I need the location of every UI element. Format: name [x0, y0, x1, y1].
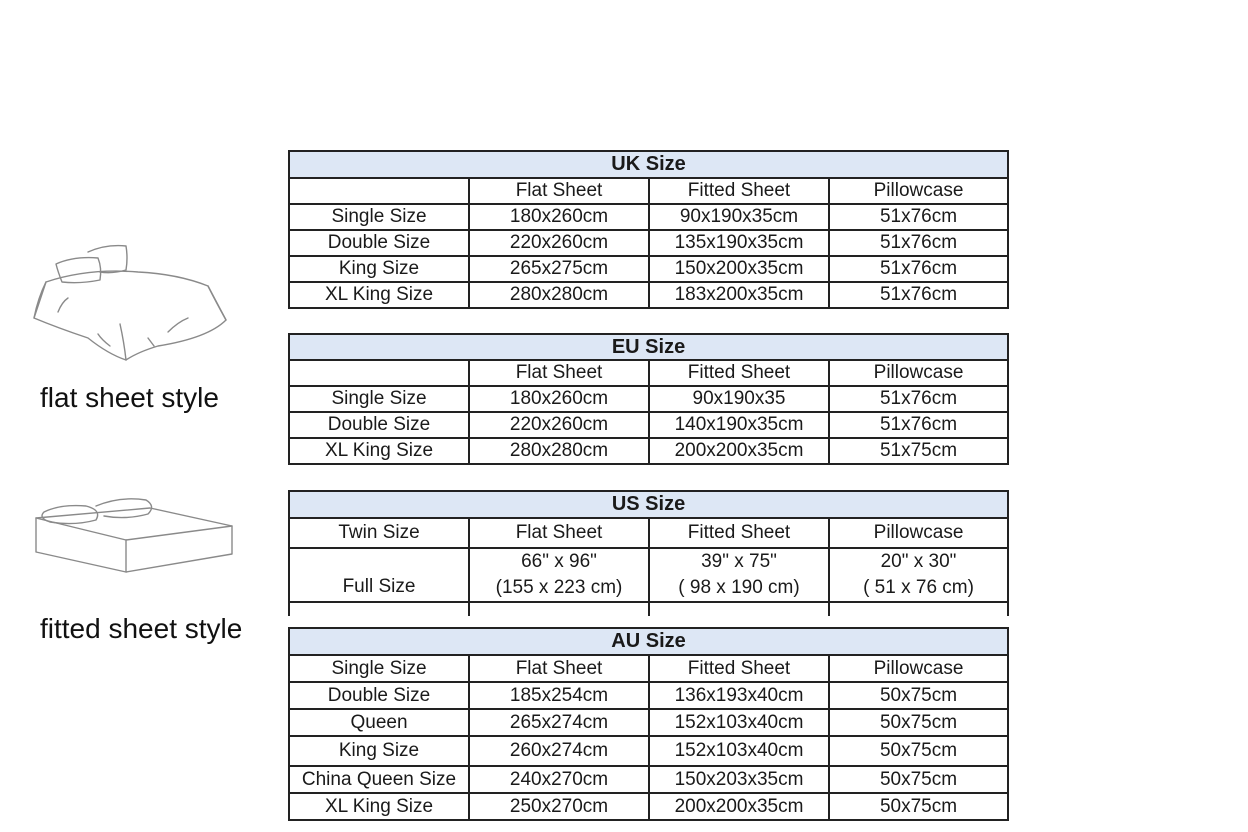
au-size-table [288, 627, 1009, 821]
table-cell: 51x76cm [829, 230, 1008, 256]
table-cell: 90x190x35 [649, 386, 829, 412]
table-row [289, 282, 1008, 308]
size-label-cell: Double Size [289, 230, 469, 256]
table-cell: 135x190x35cm [649, 230, 829, 256]
table-cell: 265x274cm [469, 709, 649, 736]
table-cell: 50x75cm [829, 736, 1008, 766]
table-cell: 280x280cm [469, 438, 649, 464]
table-header-row [289, 178, 1008, 204]
inch-value: 66" x 96" [521, 551, 597, 573]
header-cell: Flat Sheet [469, 518, 649, 548]
size-label-cell: King Size [289, 736, 469, 766]
fitted-sheet-caption: fitted sheet style [40, 613, 243, 644]
header-cell: Twin Size [289, 518, 469, 548]
table-cell: 50x75cm [829, 766, 1008, 793]
table-cell [469, 548, 649, 602]
size-label-cell: King Size [289, 256, 469, 282]
table-cell: 152x103x40cm [649, 736, 829, 766]
table-row [289, 736, 1008, 766]
eu-size-title: EU Size [289, 334, 1008, 360]
table-row [289, 793, 1008, 820]
table-cell: 50x75cm [829, 709, 1008, 736]
flat-sheet-caption: flat sheet style [40, 382, 219, 413]
table-row [289, 548, 1008, 602]
table-cell: 51x76cm [829, 204, 1008, 230]
table-cell: 136x193x40cm [649, 682, 829, 709]
table-cell: 90x190x35cm [649, 204, 829, 230]
size-label-cell: XL King Size [289, 793, 469, 820]
table-cell: 180x260cm [469, 386, 649, 412]
table-cell: 140x190x35cm [649, 412, 829, 438]
table-row [289, 709, 1008, 736]
header-cell: Flat Sheet [469, 360, 649, 386]
table-row-empty [289, 602, 1008, 616]
size-label-cell: XL King Size [289, 282, 469, 308]
size-label-cell: Double Size [289, 682, 469, 709]
table-cell: 51x76cm [829, 256, 1008, 282]
cm-value: ( 51 x 76 cm) [863, 577, 974, 598]
uk-size-title: UK Size [289, 151, 1008, 178]
table-row [289, 438, 1008, 464]
table-cell: 240x270cm [469, 766, 649, 793]
table-cell [829, 548, 1008, 602]
header-cell [289, 178, 469, 204]
us-size-table [288, 490, 1009, 616]
table-cell: 185x254cm [469, 682, 649, 709]
us-size-title: US Size [289, 491, 1008, 518]
cm-value: (155 x 223 cm) [495, 577, 623, 598]
size-label-cell: China Queen Size [289, 766, 469, 793]
header-cell: Flat Sheet [469, 178, 649, 204]
table-cell: 183x200x35cm [649, 282, 829, 308]
flat-sheet-bed-illustration [28, 242, 234, 364]
inch-value: 20" x 30" [880, 551, 957, 573]
table-cell: 50x75cm [829, 793, 1008, 820]
size-label-cell [289, 548, 469, 602]
header-cell: Single Size [289, 655, 469, 682]
table-cell: 220x260cm [469, 412, 649, 438]
table-row [289, 230, 1008, 256]
fitted-sheet-bed-illustration [30, 494, 236, 576]
au-size-title: AU Size [289, 628, 1008, 655]
size-label-cell: Single Size [289, 386, 469, 412]
empty-cell [469, 602, 649, 616]
table-cell: 200x200x35cm [649, 793, 829, 820]
table-cell: 150x203x35cm [649, 766, 829, 793]
uk-size-table [288, 150, 1009, 309]
table-row [289, 204, 1008, 230]
header-cell: Fitted Sheet [649, 178, 829, 204]
table-cell: 150x200x35cm [649, 256, 829, 282]
header-cell: Pillowcase [829, 518, 1008, 548]
table-cell: 51x76cm [829, 412, 1008, 438]
inch-value: 39" x 75" [701, 551, 777, 573]
header-cell: Flat Sheet [469, 655, 649, 682]
table-header-row [289, 360, 1008, 386]
table-row [289, 766, 1008, 793]
header-cell: Pillowcase [829, 655, 1008, 682]
table-cell: 51x76cm [829, 282, 1008, 308]
table-cell: 51x76cm [829, 386, 1008, 412]
size-label-cell: Double Size [289, 412, 469, 438]
table-row [289, 682, 1008, 709]
header-cell [289, 360, 469, 386]
empty-cell [829, 602, 1008, 616]
table-cell: 51x75cm [829, 438, 1008, 464]
full-size-label: Full Size [342, 576, 416, 598]
header-cell: Pillowcase [829, 178, 1008, 204]
header-cell: Fitted Sheet [649, 518, 829, 548]
eu-size-table [288, 333, 1009, 465]
size-label-cell: Queen [289, 709, 469, 736]
table-cell: 200x200x35cm [649, 438, 829, 464]
table-cell [649, 548, 829, 602]
table-cell: 250x270cm [469, 793, 649, 820]
table-header-row [289, 518, 1008, 548]
table-cell: 260x274cm [469, 736, 649, 766]
table-row [289, 412, 1008, 438]
table-cell: 152x103x40cm [649, 709, 829, 736]
header-cell: Pillowcase [829, 360, 1008, 386]
table-cell: 220x260cm [469, 230, 649, 256]
table-row [289, 256, 1008, 282]
cm-value: ( 98 x 190 cm) [678, 577, 800, 598]
header-cell: Fitted Sheet [649, 655, 829, 682]
header-cell: Fitted Sheet [649, 360, 829, 386]
size-label-cell: Single Size [289, 204, 469, 230]
size-label-cell: XL King Size [289, 438, 469, 464]
table-row [289, 386, 1008, 412]
empty-cell [289, 602, 469, 616]
table-header-row [289, 655, 1008, 682]
empty-cell [649, 602, 829, 616]
table-cell: 265x275cm [469, 256, 649, 282]
table-cell: 50x75cm [829, 682, 1008, 709]
table-cell: 280x280cm [469, 282, 649, 308]
table-cell: 180x260cm [469, 204, 649, 230]
